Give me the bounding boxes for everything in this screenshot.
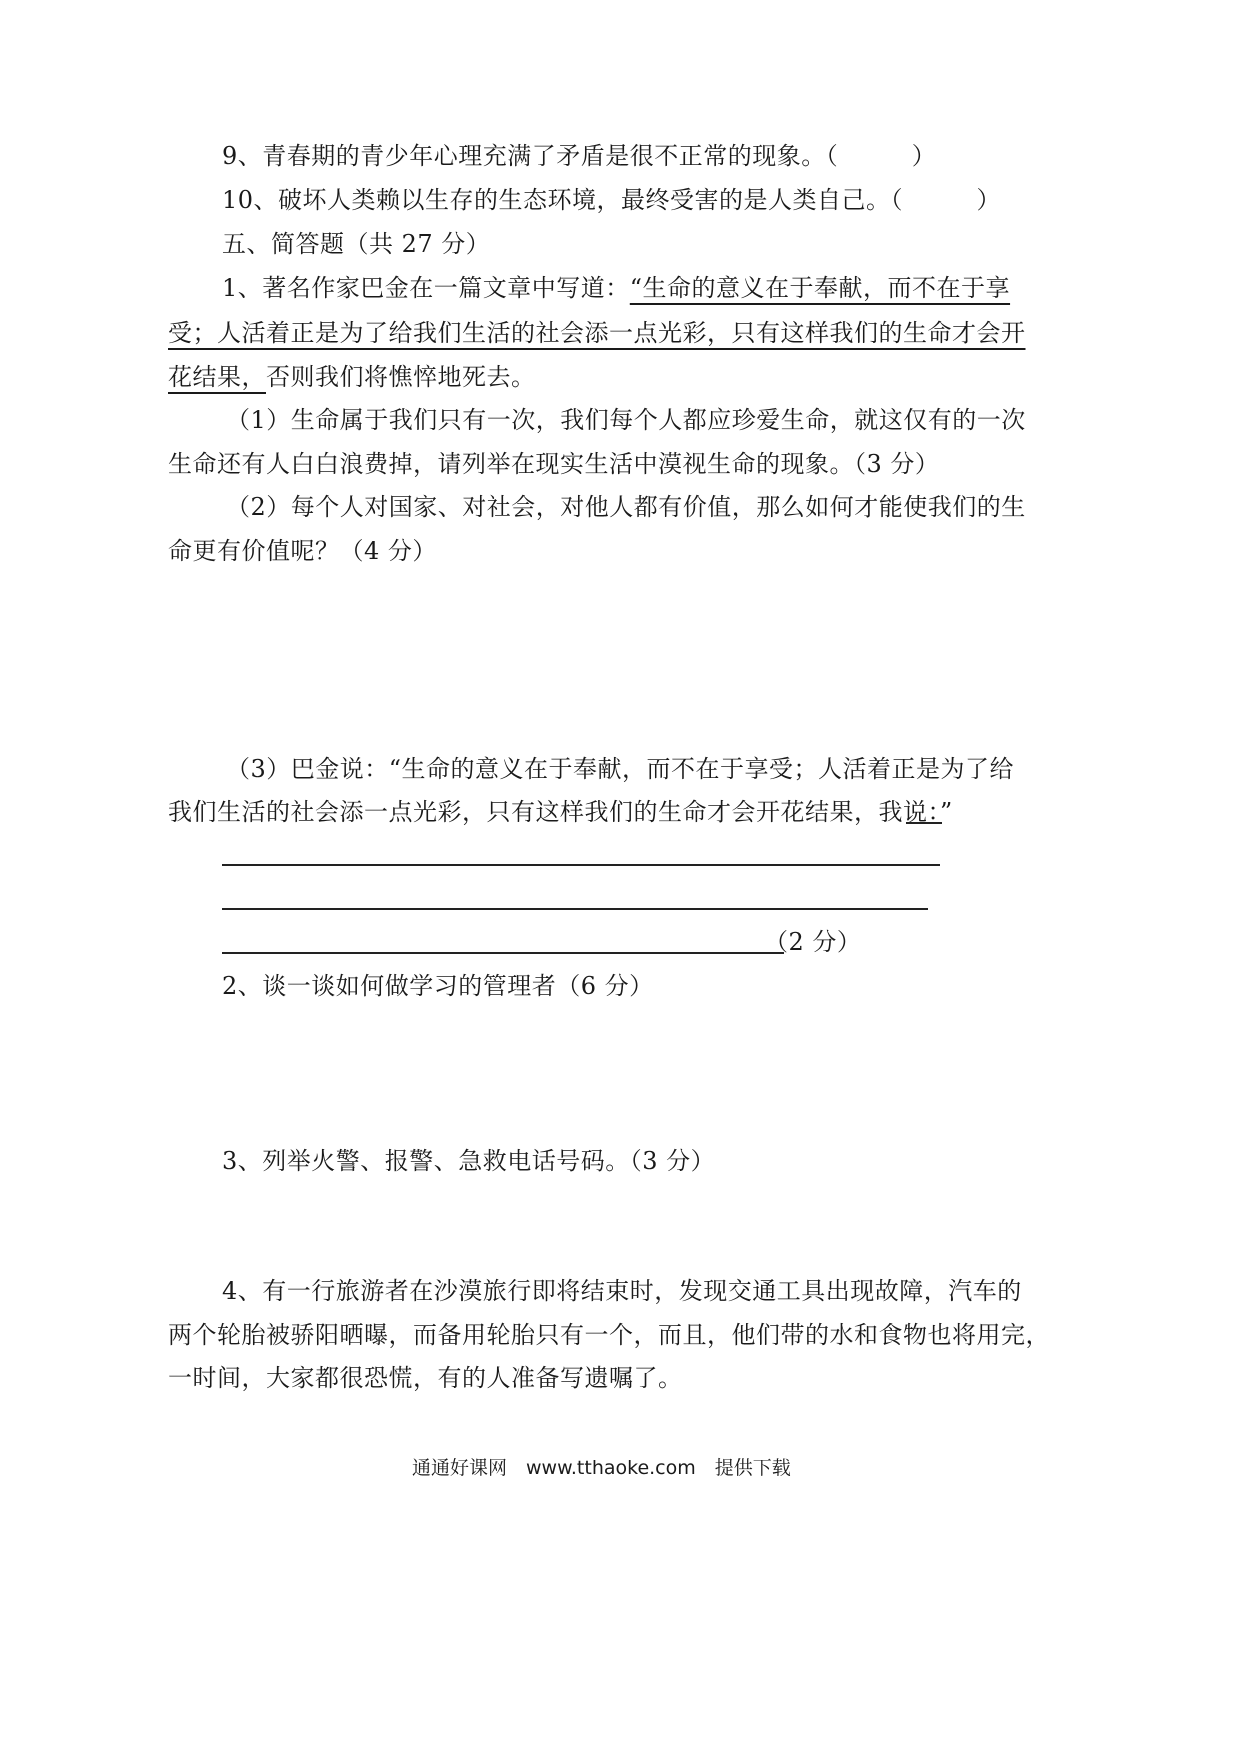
question-4-line-3: 一时间，大家都很恐慌，有的人准备写遗嘱了。 xyxy=(168,1364,683,1392)
judgment-item-10: 10、破坏人类赖以生存的生态环境，最终受害的是人类自己。（ ） xyxy=(222,186,1002,214)
judgment-item-9: 9、青春期的青少年心理充满了矛盾是很不正常的现象。（ ） xyxy=(222,142,937,170)
sub-question-3-score: （2 分） xyxy=(764,928,862,956)
question-1-line-3 xyxy=(168,362,536,392)
answer-blank-1[interactable] xyxy=(906,822,942,824)
question-1-line-1 xyxy=(222,273,1010,303)
question-3: 3、列举火警、报警、急救电话号码。（3 分） xyxy=(222,1147,716,1175)
sub-question-1-line-1: （1）生命属于我们只有一次，我们每个人都应珍爱生命，就这仅有的一次 xyxy=(226,406,1026,434)
quote-underlined-end: 花结果， xyxy=(168,363,266,391)
answer-blank-3[interactable] xyxy=(222,908,928,910)
sub-question-2-line-2: 命更有价值呢？（4 分） xyxy=(168,537,437,565)
question-4-line-1: 4、有一行旅游者在沙漠旅行即将结束时，发现交通工具出现故障，汽车的 xyxy=(222,1277,1022,1305)
section-heading: 五、简答题（共 27 分） xyxy=(222,230,491,258)
footer-source: 通通好课网 www.tthaoke.com 提供下载 xyxy=(412,1457,791,1479)
quote-underlined: “生命的意义在于奉献，而不在于享 xyxy=(629,274,1011,302)
answer-blank-2[interactable] xyxy=(222,864,940,866)
question-2: 2、谈一谈如何做学习的管理者（6 分） xyxy=(222,972,654,1000)
question-1-lead: 1、著名作家巴金在一篇文章中写道： xyxy=(222,274,630,302)
sub-question-2-line-1: （2）每个人对国家、对社会，对他人都有价值，那么如何才能使我们的生 xyxy=(226,493,1026,521)
sub-question-1-line-2: 生命还有人白白浪费掉，请列举在现实生活中漠视生命的现象。（3 分） xyxy=(168,450,940,478)
question-1-line-2: 受；人活着正是为了给我们生活的社会添一点光彩，只有这样我们的生命才会开 xyxy=(168,319,1026,347)
sub-question-3-line-1: （3）巴金说：“生命的意义在于奉献，而不在于享受；人活着正是为了给 xyxy=(226,755,1015,783)
sub-question-3-line-2: 我们生活的社会添一点光彩，只有这样我们的生命才会开花结果，我说：” xyxy=(168,798,953,826)
question-4-line-2: 两个轮胎被骄阳晒曝，而备用轮胎只有一个，而且，他们带的水和食物也将用完， xyxy=(168,1321,1050,1349)
question-1-tail: 否则我们将憔悴地死去。 xyxy=(266,363,536,391)
answer-blank-4[interactable] xyxy=(222,952,784,954)
